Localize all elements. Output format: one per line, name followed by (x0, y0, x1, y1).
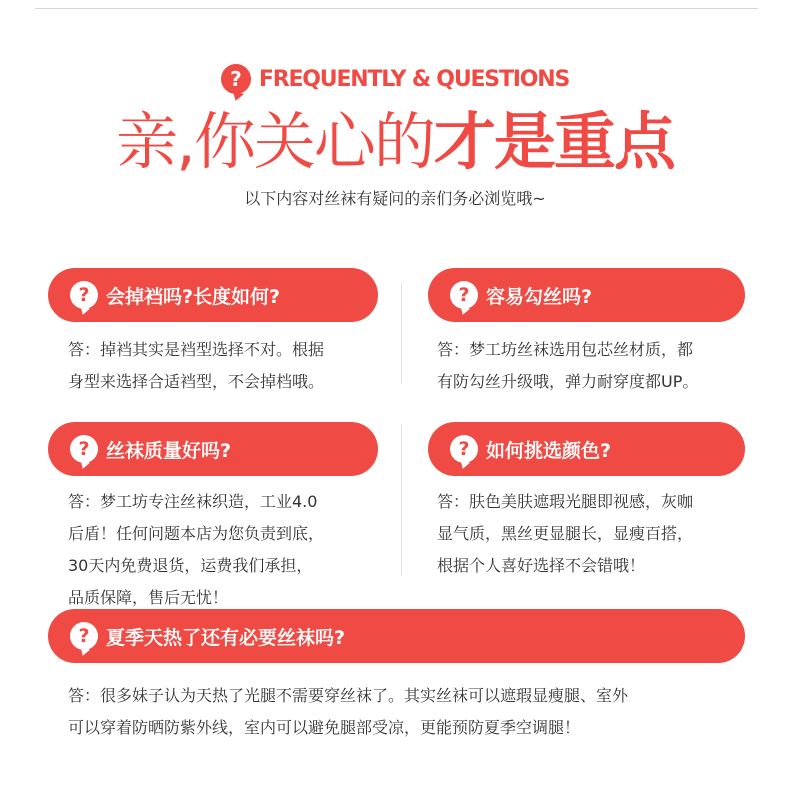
answer-line: 答：掉裆其实是裆型选择不对。根据 (68, 340, 325, 359)
faq-badge-title: FREQUENTLY & QUESTIONS (258, 66, 570, 92)
faq-question-text: 如何挑选颜色? (486, 439, 612, 462)
answer-line: 答：梦工坊丝袜选用包芯丝材质，都 (437, 340, 694, 359)
faq-question-3 (48, 422, 378, 476)
faq-question-text: 容易勾丝吗? (486, 285, 593, 308)
faq-answer-1 (68, 334, 324, 398)
answer-line: 答：梦工坊专注丝袜织造，工业4.0 (68, 492, 318, 511)
question-bubble-icon: ? (221, 64, 251, 94)
column-divider (401, 425, 402, 575)
question-icon: ? (70, 435, 98, 463)
answer-line: 后盾！任何问题本店为您负责到底， (68, 524, 325, 543)
page-subtitle: 以下内容对丝袜有疑问的亲们务必浏览哦~ (244, 189, 546, 208)
question-icon: ? (70, 622, 98, 650)
top-divider (35, 8, 758, 9)
faq-question-4 (428, 422, 745, 476)
answer-line: 品质保障，售后无忧！ (68, 588, 229, 607)
title-light-part: 亲,你关心的 (116, 105, 434, 178)
faq-answer-3 (68, 486, 324, 614)
question-icon: ? (70, 281, 98, 309)
faq-answer-5 (68, 680, 628, 744)
faq-question-text: 会掉裆吗?长度如何? (106, 285, 281, 308)
answer-line: 显气质，黑丝更显腿长，显瘦百搭， (437, 524, 694, 543)
question-icon: ? (450, 281, 478, 309)
faq-question-1 (48, 268, 378, 322)
column-divider (401, 283, 402, 383)
answer-line: 30天内免费退货，运费我们承担， (68, 556, 313, 575)
title-bold-part: 才是重点 (433, 105, 674, 178)
faq-answer-2 (437, 334, 698, 398)
faq-header (0, 64, 790, 98)
faq-question-2 (428, 268, 745, 322)
faq-answer-4 (437, 486, 693, 582)
answer-line: 答：肤色美肤遮瑕光腿即视感，灰咖 (437, 492, 694, 511)
answer-line: 根据个人喜好选择不会错哦！ (437, 556, 646, 575)
answer-line: 身型来选择合适裆型，不会掉档哦。 (68, 372, 325, 391)
question-icon: ? (450, 435, 478, 463)
faq-question-5 (48, 609, 745, 663)
faq-question-text: 丝袜质量好吗? (106, 439, 232, 462)
answer-line: 有防勾丝升级哦，弹力耐穿度都UP。 (437, 372, 699, 391)
faq-question-text: 夏季天热了还有必要丝袜吗? (106, 626, 346, 649)
page-title (0, 104, 790, 180)
answer-line: 答：很多妹子认为天热了光腿不需要穿丝袜了。其实丝袜可以遮瑕显瘦腿、室外 (68, 686, 629, 705)
answer-line: 可以穿着防晒防紫外线，室内可以避免腿部受凉，更能预防夏季空调腿！ (68, 718, 581, 737)
